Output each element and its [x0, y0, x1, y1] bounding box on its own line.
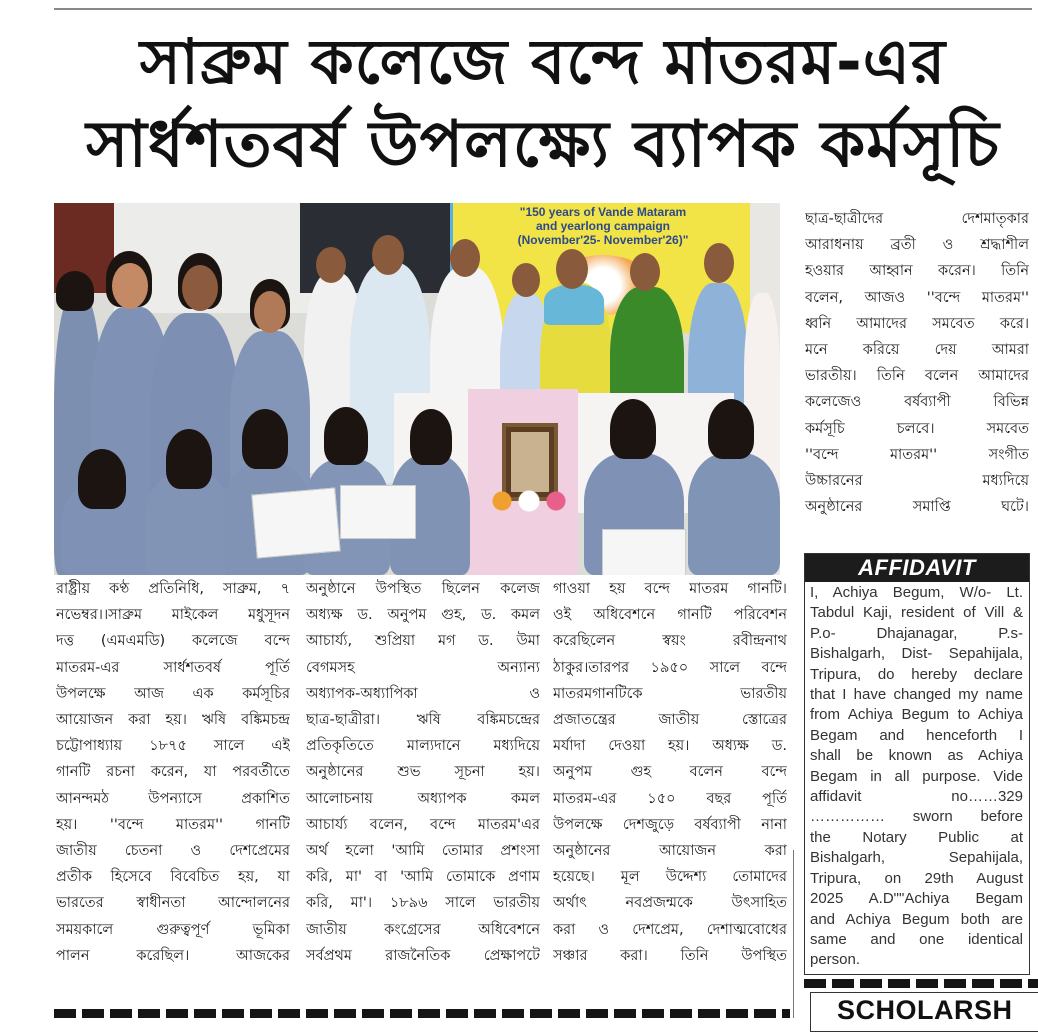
text-line: অধ্যাপক-অধ্যাপিকা ও — [306, 685, 540, 702]
text-line: from Achiya Begum to Achiya — [810, 706, 1023, 724]
article-column-2 — [306, 576, 540, 969]
person-head — [556, 249, 588, 289]
text-line: নভেম্বর।।সাব্রুম মাইকেল মধুসূদন — [56, 607, 290, 624]
text-line: ধ্বনি আমাদের সমবেত করে। — [805, 315, 1029, 332]
text-line: ভারতের স্বাধীনতা আন্দোলনের — [56, 895, 290, 912]
person-head — [630, 253, 660, 291]
student-hair — [56, 271, 94, 311]
text-line: সময়কালে গুরুত্বপূর্ণ ভূমিকা — [56, 921, 290, 938]
text-line: অধ্যক্ষ ড. অনুপম গুহ, ড. কমল — [306, 607, 540, 624]
text-line: …………… sworn before — [810, 808, 1023, 826]
text-line: আলোচনায় অধ্যাপক কমল — [306, 790, 540, 807]
text-line: দত্ত (এমএমডি) কলেজে বন্দে — [56, 633, 290, 650]
student-hair — [166, 429, 212, 489]
text-line: উচ্চারনের মধ্যদিয়ে — [805, 473, 1029, 490]
certificate — [340, 485, 416, 539]
text-line: আরাধনায় ব্রতী ও শ্রদ্ধাশীল — [805, 237, 1029, 254]
text-line: Bishalgarh, Dist- Sepahijala, — [810, 645, 1023, 663]
text-line: অর্থ হলো 'আমি তোমার প্রশংসা — [306, 843, 540, 860]
dashed-rule-side — [804, 979, 1038, 988]
text-line: Begam and henceforth I — [810, 726, 1023, 744]
article-column-1 — [56, 576, 290, 969]
text-line: হওয়ার আহ্বান করেন। তিনি — [805, 263, 1029, 280]
text-line: Tripura, on 29th August — [810, 869, 1023, 887]
text-line: কর্মসূচি চলবে। সমবেত — [805, 420, 1029, 437]
certificate — [251, 487, 340, 558]
text-line: করি, মা' বা 'আমি তোমাকে প্রণাম — [306, 869, 540, 886]
portrait-image — [511, 432, 549, 492]
text-line: রাষ্ট্রীয় কণ্ঠ প্রতিনিধি, সাব্রুম, ৭ — [56, 581, 290, 597]
text-line: I, Achiya Begum, W/o- Lt. — [810, 584, 1023, 601]
text-line: উপলক্ষে আজ এক কর্মসূচির — [56, 685, 290, 702]
affidavit-ad — [804, 553, 1030, 975]
text-line: Begam in all purpose. Vide — [810, 767, 1023, 785]
text-line: প্রতীক হিসেবে বিবেচিত হয়, যা — [56, 869, 290, 886]
student-seated — [688, 453, 780, 575]
student-hair — [242, 409, 288, 469]
text-line: করেছিলেন স্বয়ং রবীন্দ্রনাথ — [553, 633, 787, 650]
text-line: অনুষ্ঠানে উপস্থিত ছিলেন কলেজ — [306, 581, 540, 597]
photo-flowers — [484, 486, 574, 516]
text-line: করা ও দেশপ্রেম, দেশাত্মবোধের — [553, 921, 787, 938]
banner-line-2: and yearlong campaign — [535, 219, 671, 233]
text-line: shall be known as Achiya — [810, 747, 1023, 765]
text-line: প্রতিকৃতিতে মাল্যদানে মধ্যদিয়ে — [306, 738, 540, 755]
text-line: আয়োজন করা হয়। ঋষি বঙ্কিমচন্দ্র — [56, 712, 290, 729]
banner-text — [453, 205, 753, 247]
text-line: and Achiya Begum both are — [810, 910, 1023, 928]
text-line: ছাত্র-ছাত্রীরা। ঋষি বঙ্কিমচন্দ্রের — [306, 712, 540, 729]
text-line: বেগমসহ অন্যান্য — [306, 659, 540, 676]
banner-line-1: "150 years of Vande Mataram — [519, 205, 687, 219]
text-line: মাতরম-এর ১৫০ বছর পূর্তি — [553, 790, 787, 807]
text-line: অনুষ্ঠানের আয়োজন করা — [553, 843, 787, 860]
scholarship-title: SCHOLARSH — [837, 995, 1013, 1025]
student-hair — [708, 399, 754, 459]
text-line: Tripura, do hereby declare — [810, 665, 1023, 683]
text-line: প্রজাতন্ত্রের জাতীয় স্তোত্রের — [553, 712, 787, 729]
person-head — [512, 263, 540, 297]
student-face — [254, 291, 286, 333]
text-line: 2025 A.D""Achiya Begam — [810, 890, 1023, 908]
text-line: বলেন, আজও ''বন্দে মাতরম'' — [805, 289, 1029, 306]
text-line: ''বন্দে মাতরম'' সংগীত — [805, 446, 1029, 463]
text-line: হয়েছে। মূল উদ্দেশ্য তোমাদের — [553, 869, 787, 886]
text-line: করি, মা'। ১৮৯৬ সালে ভারতীয় — [306, 895, 540, 912]
student-hair — [610, 399, 656, 459]
text-line: আচার্য্য, শুপ্রিয়া মগ ড. উমা — [306, 633, 540, 650]
text-line: মনে করিয়ে দেয় আমরা — [805, 342, 1029, 359]
student-face — [112, 263, 148, 309]
text-line: পালন করেছিল। আজকের — [56, 947, 290, 964]
scholarship-ad — [810, 992, 1038, 1032]
text-line: অনুপম গুহ বলেন বন্দে — [553, 764, 787, 781]
text-line: অনুষ্ঠানের সমাপ্তি ঘটে। — [805, 499, 1029, 516]
text-line: উপলক্ষে দেশজুড়ে বর্ষব্যাপী নানা — [553, 816, 787, 833]
banner-line-3: (November'25- November'26)" — [517, 233, 689, 247]
text-line: সর্বপ্রথম রাজনৈতিক প্রেক্ষাপটে — [306, 947, 540, 964]
column-divider — [793, 850, 794, 1018]
text-line: same and one identical — [810, 930, 1023, 948]
text-line: গাওয়া হয় বন্দে মাতরম গানটি। — [553, 581, 787, 597]
text-line: person. — [810, 951, 861, 969]
text-line: ছাত্র-ছাত্রীদের দেশমাতৃকার — [805, 211, 1029, 227]
person-head — [316, 247, 346, 283]
headline-line-1: সাব্রুম কলেজে বন্দে মাতরম-এর — [139, 25, 947, 98]
student-face — [182, 265, 218, 311]
person-head — [704, 243, 734, 283]
article-column-3 — [553, 576, 787, 969]
news-photo — [54, 203, 780, 575]
person-scarf — [544, 285, 604, 325]
text-line: P.o- Dhajanagar, P.s- — [810, 624, 1023, 642]
dashed-rule — [54, 1009, 790, 1018]
student-hair — [324, 407, 368, 465]
text-line: মর্যাদা দেওয়া হয়। অধ্যক্ষ ড. — [553, 738, 787, 755]
text-line: ওই অধিবেশনে গানটি পরিবেশন — [553, 607, 787, 624]
text-line: হয়। ''বন্দে মাতরম'' গানটি — [56, 816, 290, 833]
text-line: ঠাকুর।তারপর ১৯৫০ সালে বন্দে — [553, 659, 787, 676]
text-line: ভারতীয়। তিনি বলেন আমাদের — [805, 368, 1029, 385]
text-line: জাতীয় চেতনা ও দেশপ্রেমের — [56, 843, 290, 860]
text-line: the Notary Public at — [810, 828, 1023, 846]
affidavit-title: AFFIDAVIT — [805, 554, 1029, 582]
text-line: affidavit no……329 — [810, 788, 1023, 806]
certificate — [602, 529, 686, 575]
text-line: অর্থাৎ নবপ্রজন্মকে উৎসাহিত — [553, 895, 787, 912]
text-line: চট্টোপাধ্যায় ১৮৭৫ সালে এই — [56, 738, 290, 755]
text-line: কলেজেও বর্ষব্যাপী বিভিন্ন — [805, 394, 1029, 411]
top-rule — [54, 8, 1032, 10]
article-column-right — [805, 206, 1029, 520]
text-line: আচার্য্য বলেন, বন্দে মাতরম'এর — [306, 816, 540, 833]
person-head — [372, 235, 404, 275]
text-line: মাতরমগানটিকে ভারতীয় — [553, 685, 787, 702]
text-line: জাতীয় কংগ্রেসের অধিবেশনে — [306, 921, 540, 938]
text-line: অনুষ্ঠানের শুভ সূচনা হয়। — [306, 764, 540, 781]
person-head — [450, 239, 480, 277]
student-hair — [410, 409, 452, 465]
text-line: মাতরম-এর সার্ধশতবর্ষ পূর্তি — [56, 659, 290, 676]
headline-line-2: সার্ধশতবর্ষ উপলক্ষ্যে ব্যাপক কর্মসূচি — [86, 108, 1000, 182]
text-line: গানটি রচনা করেন, যা পরবর্তীতে — [56, 764, 290, 781]
text-line: Tabdul Kaji, resident of Vill & — [810, 604, 1023, 622]
text-line: Bishalgarh, Sepahijala, — [810, 849, 1023, 867]
text-line: that I have changed my name — [810, 686, 1023, 704]
text-line: আনন্দমঠ উপন্যাসে প্রকাশিত — [56, 790, 290, 807]
affidavit-body — [805, 582, 1029, 971]
student-hair — [78, 449, 126, 509]
text-line: সঞ্চার করা। তিনি উপস্থিত — [553, 947, 787, 964]
